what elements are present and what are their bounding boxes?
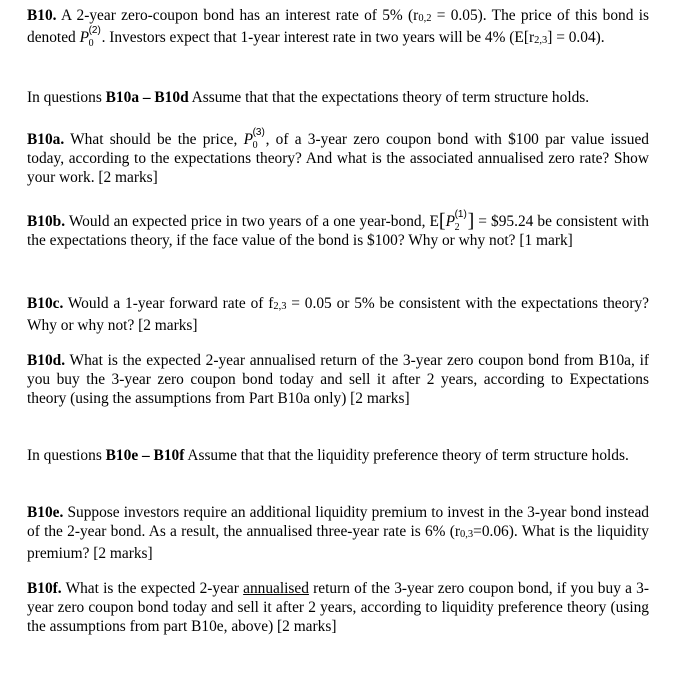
question-range: B10e – B10f [105, 447, 185, 464]
question-text: = 0.05). The price of this bond is denoted [27, 7, 649, 46]
expectations-theory-note: In questions B10a – B10d Assume that that the expectations theory of term structure holds. [27, 89, 590, 106]
question-b10-intro [27, 6, 649, 50]
question-b10d [27, 351, 649, 408]
question-text: A 2-year zero-coupon bond has an interest rate of 5% ( [56, 7, 414, 24]
question-b10b [27, 209, 649, 250]
rate-subscript: 0,2 [418, 13, 432, 24]
question-range: B10a – B10d [105, 89, 189, 106]
question-text: =0.06). What is the liquidity premium? [2 marks] [27, 523, 650, 562]
question-label: B10b. [27, 213, 66, 230]
question-text: What is the expected 2-year [61, 580, 244, 597]
question-text: = $95.24 be consistent with the expectations theory, if the face value of the bond is $100? Why or why not? [1 mark] [27, 213, 649, 249]
rate-subscript: 0,3 [460, 529, 474, 540]
right-bracket: ] [467, 210, 475, 232]
question-text: = 0.05 or 5% be consistent with the expectations theory? Why or why not? [2 marks] [27, 295, 649, 334]
left-bracket: [ [438, 210, 446, 232]
question-label: B10f. [27, 580, 62, 597]
question-text: . Investors expect that 1-year interest rate in two years will be 4% (E[ [101, 29, 529, 46]
rate-subscript: 2,3 [534, 35, 548, 46]
question-text: return of the 3-year zero coupon bond, if you buy a 3-year zero coupon bond today and sell it after 2 years, according to liquidity preference theory (using the assumptions from part B10e, above) [2 marks] [27, 580, 649, 635]
question-text: Suppose investors require an additional liquidity premium to invest in the 3-year bond instead of the 2-year bond. As a result, the annualised three-year rate is 6% ( [27, 504, 649, 540]
question-label: B10. [27, 7, 57, 24]
question-label: B10e. [27, 504, 64, 521]
question-b10c [27, 294, 649, 335]
question-label: B10a. [27, 131, 65, 148]
forward-rate-variable: f [268, 295, 274, 312]
price-symbol-p2-1: P (1) 2 [445, 209, 467, 233]
question-text: Would a 1-year forward rate of [63, 295, 269, 312]
price-symbol-p0-2: P (2) 0 [79, 25, 101, 49]
liquidity-theory-note: In questions B10e – B10f Assume that that the liquidity preference theory of term structure holds. [27, 447, 629, 464]
question-text: Would an expected price in two years of a one year-bond, E [65, 213, 439, 230]
rate-variable: r [528, 29, 535, 46]
question-b10e [27, 503, 649, 563]
question-label: B10c. [27, 295, 64, 312]
rate-variable: r [413, 7, 419, 24]
question-text: What is the expected 2-year annualised return of the 3-year zero coupon bond from B10a, if you buy the 3-year zero coupon bond today and sell it after 2 years, according to Expectations theory (using the assumptions from Part B10a only) [2 marks] [27, 352, 649, 407]
forward-rate-subscript: 2,3 [273, 301, 287, 312]
question-b10a [27, 127, 649, 187]
price-symbol-p0-3: P (3) 0 [243, 127, 265, 151]
question-text: ] = 0.04). [547, 29, 605, 46]
underlined-term: annualised [243, 580, 309, 597]
question-b10f [27, 579, 649, 636]
question-text: , of a 3-year zero coupon bond with $100 par value issued today, according to the expectations theory? And what is the associated annualised zero rate? Show your work. [2 marks] [27, 131, 649, 186]
rate-variable: r [454, 523, 461, 540]
question-label: B10d. [27, 352, 66, 369]
question-text: What should be the price, [64, 131, 244, 148]
